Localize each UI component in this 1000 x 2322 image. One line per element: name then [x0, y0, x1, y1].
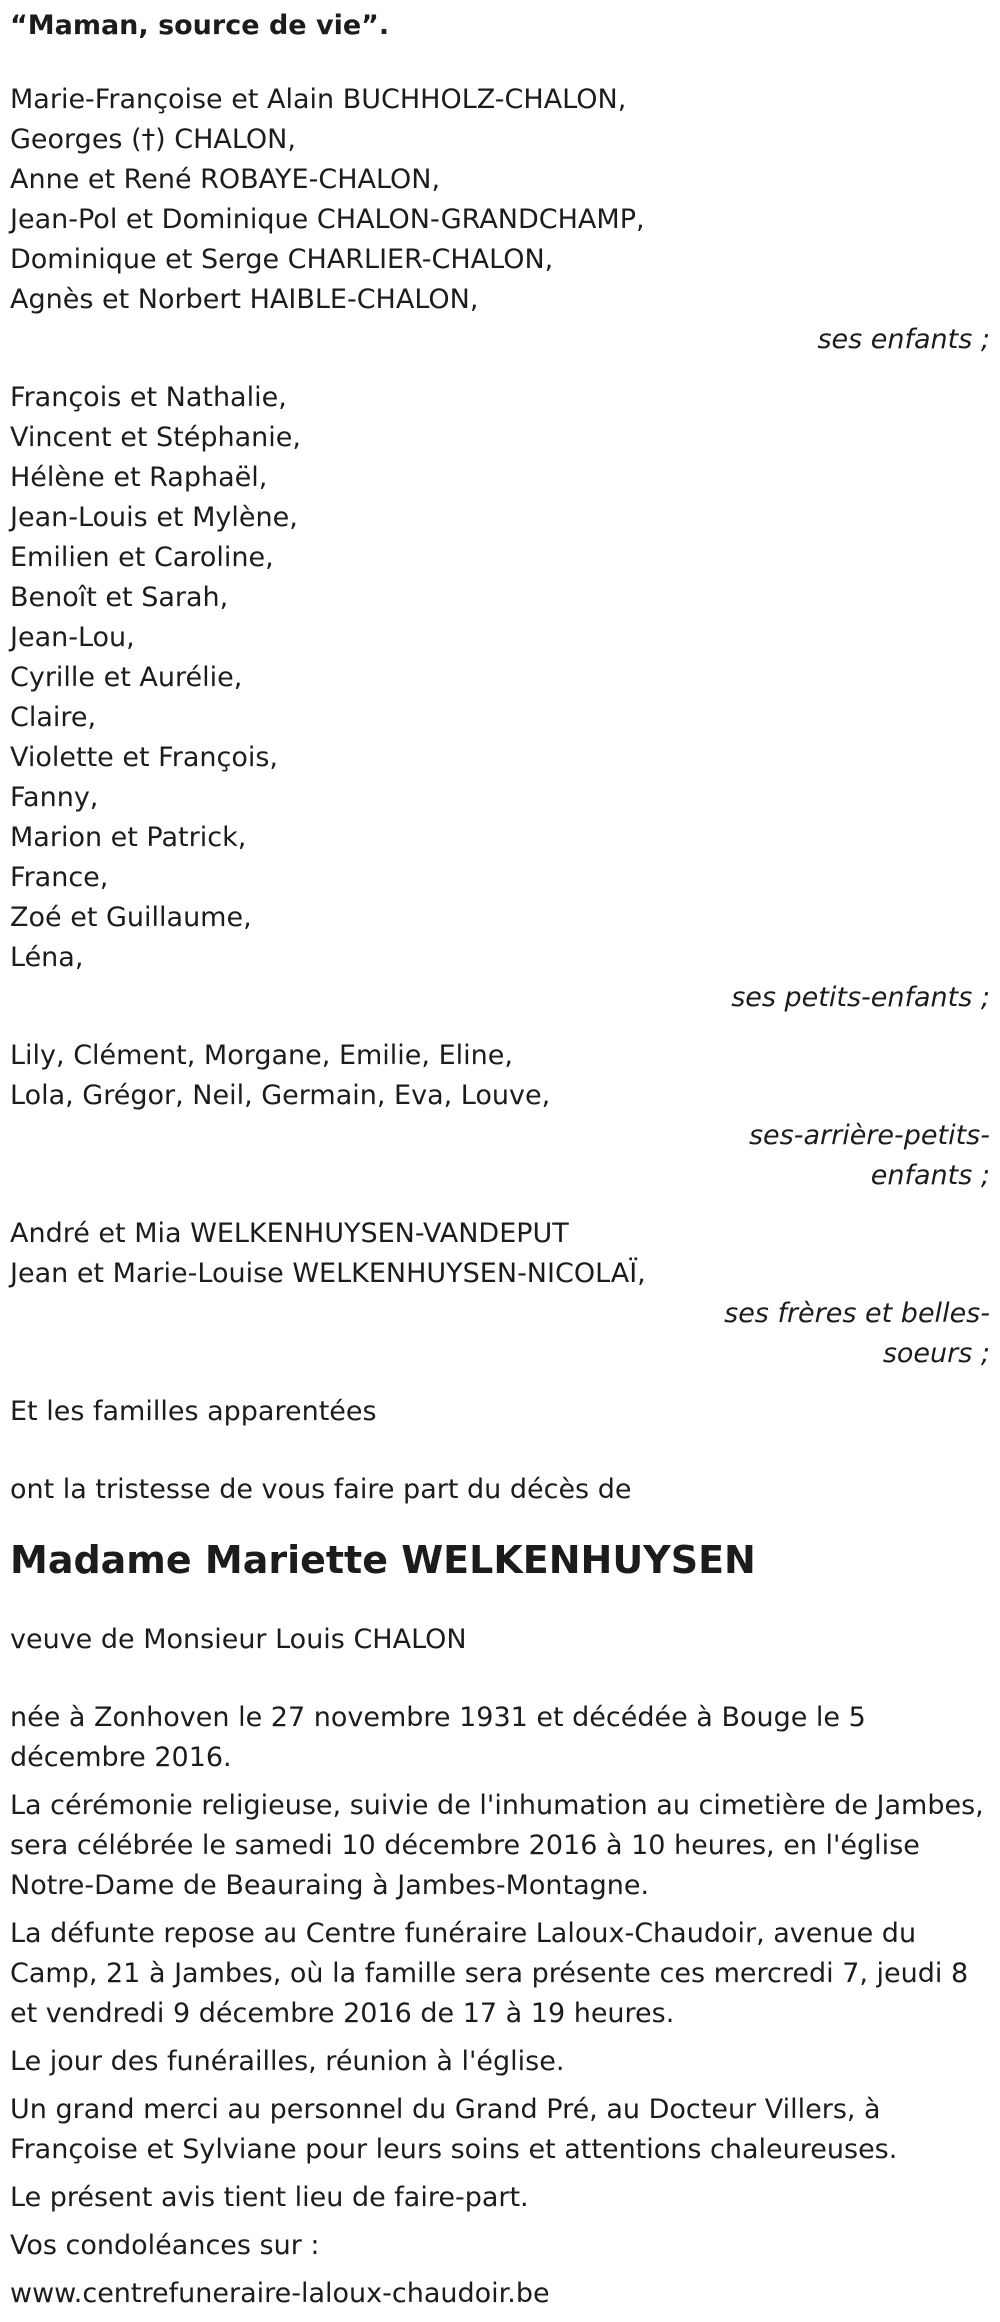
list-item: Emilien et Caroline,	[10, 542, 274, 573]
role-line: soeurs ;	[882, 1338, 990, 1369]
great-grandchildren-list	[10, 1036, 990, 1116]
list-item: Anne et René ROBAYE-CHALON,	[10, 164, 441, 195]
list-item: Zoé et Guillaume,	[10, 902, 252, 933]
list-item: Violette et François,	[10, 742, 278, 773]
notice-paragraph: Le présent avis tient lieu de faire-part.	[10, 2182, 529, 2213]
children-role-label: ses enfants ;	[817, 324, 990, 355]
list-item: Marion et Patrick,	[10, 822, 247, 853]
list-item: Vincent et Stéphanie,	[10, 422, 301, 453]
deceased-name: Madame Mariette WELKENHUYSEN	[10, 1538, 756, 1582]
list-item: Jean-Lou,	[10, 622, 135, 653]
announcement-text: ont la tristesse de vous faire part du décès de	[10, 1474, 632, 1505]
condolences-website: www.centrefuneraire-laloux-chaudoir.be	[10, 2278, 550, 2309]
birth-death-paragraph: née à Zonhoven le 27 novembre 1931 et décédée à Bouge le 5 décembre 2016.	[10, 1702, 866, 1773]
list-item: François et Nathalie,	[10, 382, 287, 413]
role-line: enfants ;	[870, 1160, 990, 1191]
list-item: Marie-Françoise et Alain BUCHHOLZ-CHALON,	[10, 84, 627, 115]
list-item: Lily, Clément, Morgane, Emilie, Eline,	[10, 1040, 513, 1071]
condolences-label: Vos condoléances sur :	[10, 2230, 320, 2261]
list-item: Claire,	[10, 702, 97, 733]
list-item: Benoît et Sarah,	[10, 582, 229, 613]
list-item: Dominique et Serge CHARLIER-CHALON,	[10, 244, 554, 275]
list-item: Georges (†) CHALON,	[10, 124, 296, 155]
role-line: ses-arrière-petits-	[748, 1120, 990, 1151]
epitaph-quote: “Maman, source de vie”.	[10, 10, 390, 41]
related-families: Et les familles apparentées	[10, 1396, 377, 1427]
grandchildren-role-label: ses petits-enfants ;	[731, 982, 990, 1013]
ceremony-paragraph: La cérémonie religieuse, suivie de l'inhumation au cimetière de Jambes, sera célébrée le samedi 10 décembre 2016 à 10 heures, en l'église Notre-Dame de Beauraing à Jambes-Montagne.	[10, 1790, 984, 1901]
list-item: Cyrille et Aurélie,	[10, 662, 243, 693]
list-item: France,	[10, 862, 109, 893]
list-item: Hélène et Raphaël,	[10, 462, 268, 493]
funeral-day-paragraph: Le jour des funérailles, réunion à l'église.	[10, 2046, 565, 2077]
list-item: Lola, Grégor, Neil, Germain, Eva, Louve,	[10, 1080, 551, 1111]
funeral-home-paragraph: La défunte repose au Centre funéraire Laloux-Chaudoir, avenue du Camp, 21 à Jambes, où la famille sera présente ces mercredi 7, jeudi 8 et vendredi 9 décembre 2016 de 17 à 19 heures.	[10, 1918, 969, 2029]
list-item: Fanny,	[10, 782, 99, 813]
thanks-paragraph: Un grand merci au personnel du Grand Pré, au Docteur Villers, à Françoise et Sylviane pour leurs soins et attentions chaleureuses.	[10, 2094, 898, 2165]
widow-of: veuve de Monsieur Louis CHALON	[10, 1624, 467, 1655]
obituary-column	[10, 6, 990, 2322]
children-list	[10, 80, 990, 320]
list-item: André et Mia WELKENHUYSEN-VANDEPUT	[10, 1218, 569, 1249]
list-item: Jean et Marie-Louise WELKENHUYSEN-NICOLAÏ,	[10, 1258, 646, 1289]
role-line: ses frères et belles-	[724, 1298, 990, 1329]
list-item: Agnès et Norbert HAIBLE-CHALON,	[10, 284, 479, 315]
siblings-list	[10, 1214, 990, 1294]
list-item: Jean-Pol et Dominique CHALON-GRANDCHAMP,	[10, 204, 645, 235]
great-grandchildren-role-label	[10, 1116, 990, 1196]
grandchildren-list	[10, 378, 990, 978]
list-item: Léna,	[10, 942, 84, 973]
list-item: Jean-Louis et Mylène,	[10, 502, 298, 533]
siblings-role-label	[10, 1294, 990, 1374]
